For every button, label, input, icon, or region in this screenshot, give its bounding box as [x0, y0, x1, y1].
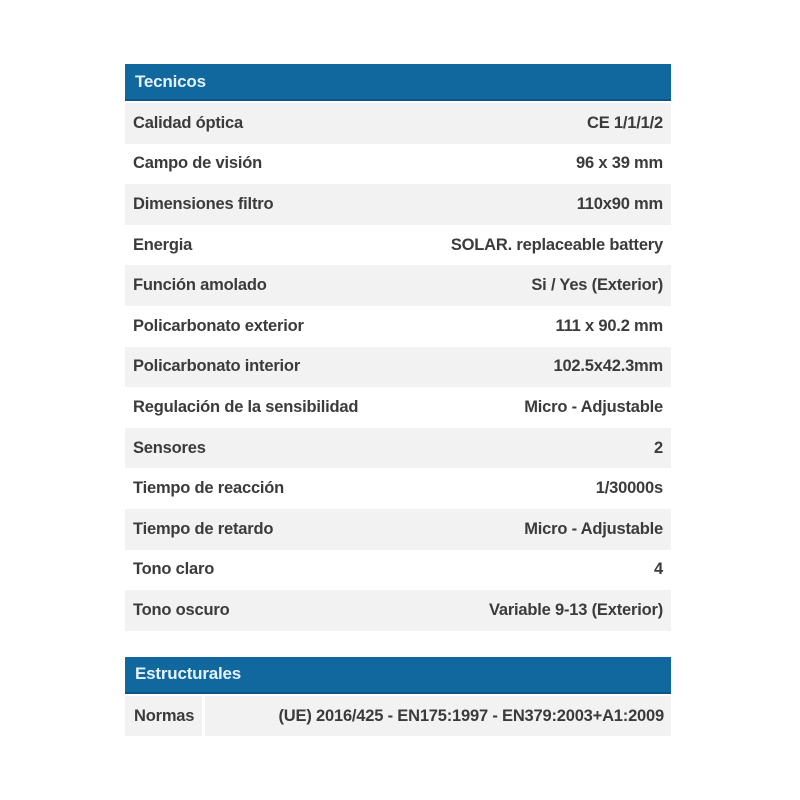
- spec-label: Regulación de la sensibilidad: [133, 397, 359, 416]
- spec-row: [125, 387, 671, 428]
- spec-value: 96 x 39 mm: [576, 154, 663, 173]
- section-estructurales: [125, 657, 671, 737]
- spec-row: [125, 103, 671, 144]
- spec-value: SOLAR. replaceable battery: [450, 235, 663, 254]
- spec-value: 111 x 90.2 mm: [555, 316, 663, 335]
- section-title: Tecnicos: [135, 71, 206, 91]
- section-title: Estructurales: [135, 664, 242, 684]
- spec-row: [125, 184, 671, 225]
- product-spec-tables: [125, 64, 671, 736]
- spec-row: [125, 550, 671, 591]
- spec-value: 2: [654, 438, 663, 457]
- spec-label: Normas: [125, 696, 202, 737]
- spec-label: Tiempo de retardo: [133, 519, 274, 538]
- spec-label: Función amolado: [133, 276, 267, 295]
- spec-row: [125, 306, 671, 347]
- spec-value: 4: [654, 560, 663, 579]
- spec-label: Tono oscuro: [133, 600, 230, 619]
- spec-value: 110x90 mm: [576, 194, 663, 213]
- spec-row: [125, 468, 671, 509]
- spec-label: Dimensiones filtro: [133, 194, 274, 213]
- spec-label: Campo de visión: [133, 154, 263, 173]
- spec-value: Si / Yes (Exterior): [531, 276, 663, 295]
- spec-row: [125, 347, 671, 388]
- spec-row: [125, 696, 671, 737]
- spec-row: [125, 590, 671, 631]
- spec-value: 1/30000s: [595, 479, 663, 498]
- section-header-estructurales: [125, 657, 671, 694]
- tecnicos-rows: [125, 103, 671, 631]
- spec-value: Variable 9-13 (Exterior): [488, 600, 663, 619]
- spec-value: (UE) 2016/425 - EN175:1997 - EN379:2003+A1:2009: [205, 696, 671, 737]
- spec-label: Tiempo de reacción: [133, 479, 285, 498]
- spec-row: [125, 428, 671, 469]
- spec-label: Tono claro: [133, 560, 215, 579]
- spec-row: [125, 509, 671, 550]
- spec-row: [125, 225, 671, 266]
- spec-label: Policarbonato interior: [133, 357, 301, 376]
- spec-label: Policarbonato exterior: [133, 316, 304, 335]
- section-tecnicos: [125, 64, 671, 631]
- spec-value: Micro - Adjustable: [524, 397, 663, 416]
- spec-label: Calidad óptica: [133, 113, 243, 132]
- spec-row: [125, 265, 671, 306]
- spec-value: 102.5x42.3mm: [553, 357, 663, 376]
- section-header-tecnicos: [125, 64, 671, 101]
- spec-label: Energia: [133, 235, 193, 254]
- spec-value: CE 1/1/1/2: [587, 113, 663, 132]
- spec-row: [125, 144, 671, 185]
- spec-value: Micro - Adjustable: [524, 519, 663, 538]
- spec-label: Sensores: [133, 438, 206, 457]
